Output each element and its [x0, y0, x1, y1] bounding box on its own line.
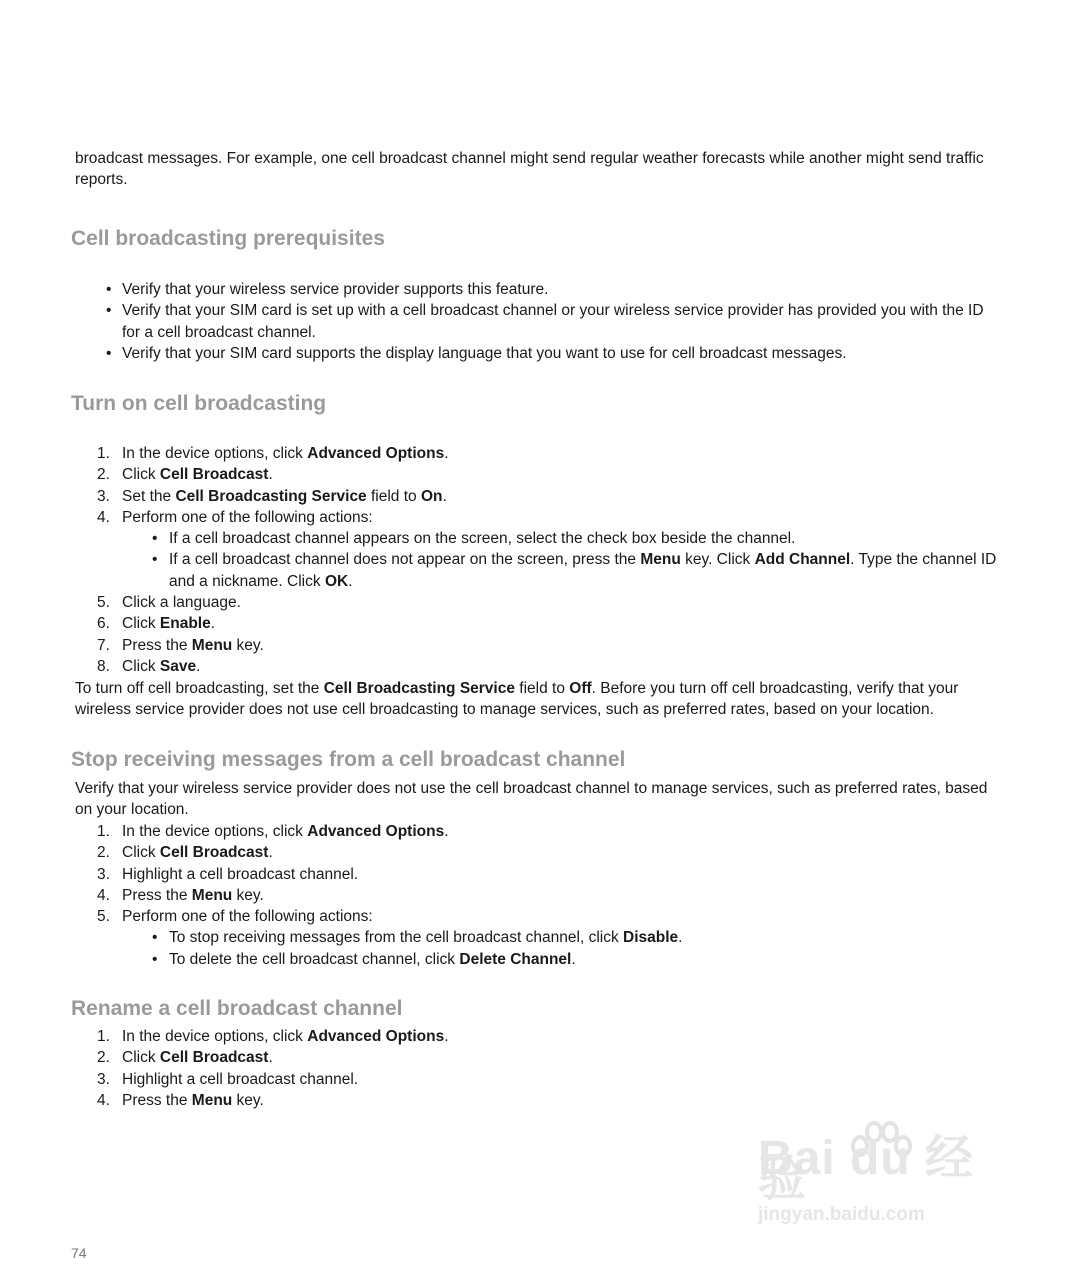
note-text: . Before you turn off cell broadcasting, verify that your wireless service provider does not use cell broadcasting to manage services, such as preferred rates, based on your location.	[75, 680, 959, 719]
step-number: 4.	[97, 1091, 110, 1109]
watermark-url: jingyan.baidu.com	[758, 1204, 925, 1225]
step-item	[97, 486, 1002, 507]
step-number: 8.	[97, 657, 110, 675]
step-text: .	[196, 657, 201, 675]
ui-term: Advanced Options	[307, 445, 445, 462]
step-number: 3.	[97, 487, 110, 505]
step-text: Highlight a cell broadcast channel.	[122, 1070, 359, 1088]
list-item: • Verify that your SIM card supports the display language that you want to use for cell broadcast messages.	[103, 343, 1003, 364]
page-number: 74	[71, 1245, 87, 1261]
step-text: Click	[122, 615, 160, 633]
step-number: 2.	[97, 1049, 110, 1067]
step-item	[97, 906, 1002, 970]
step-text: In the device options, click	[122, 823, 308, 840]
step-number: 1.	[97, 445, 110, 462]
ui-term: Cell Broadcast	[159, 466, 269, 484]
step-item	[97, 885, 1002, 906]
step-text: .	[678, 929, 683, 947]
step-text: .	[268, 466, 273, 484]
heading-prerequisites: Cell broadcasting prerequisites	[71, 227, 385, 250]
step-number: 5.	[97, 594, 110, 612]
step-item	[97, 656, 1002, 677]
ui-term: Menu	[191, 636, 233, 654]
step-text: If a cell broadcast channel does not appear on the screen, press the	[169, 551, 641, 569]
step-text: key.	[232, 886, 264, 904]
baidu-watermark	[752, 1120, 1008, 1238]
step-text: Click	[122, 657, 160, 675]
step-item	[97, 1090, 1002, 1111]
step-text: .	[268, 1049, 273, 1067]
step-text: Press the	[122, 1091, 192, 1109]
step-number: 2.	[97, 466, 110, 484]
step-text: .	[348, 572, 353, 590]
step-item	[97, 635, 1002, 656]
heading-turn-on: Turn on cell broadcasting	[71, 392, 327, 415]
step-text: In the device options, click	[122, 445, 308, 462]
heading-rename: Rename a cell broadcast channel	[71, 997, 403, 1020]
ui-term: Enable	[159, 615, 211, 633]
step-text: Press the	[122, 636, 192, 654]
ui-term: Off	[569, 680, 592, 697]
step-number: 2.	[97, 844, 110, 862]
step-text: .	[444, 1028, 449, 1045]
step-text: Perform one of the following actions:	[122, 508, 373, 526]
ui-term: Cell Broadcasting Service	[175, 487, 367, 505]
sub-list	[122, 927, 1002, 970]
step-text: Perform one of the following actions:	[122, 908, 373, 926]
step-number: 3.	[97, 865, 110, 883]
step-number: 5.	[97, 908, 110, 926]
ui-term: Cell Broadcast	[159, 1049, 269, 1067]
step-text: .	[571, 950, 576, 968]
stop-intro: Verify that your wireless service provider does not use the cell broadcast channel to manage services, such as preferred rates, based on your location.	[75, 780, 988, 819]
step-text: key. Click	[680, 551, 755, 569]
intro-paragraph: broadcast messages. For example, one cell broadcast channel might send regular weather forecasts while another might send traffic reports.	[75, 150, 984, 189]
ui-term: Cell Broadcast	[159, 844, 269, 862]
ui-term: Menu	[191, 1091, 233, 1109]
step-text: Press the	[122, 886, 192, 904]
step-text: .	[210, 615, 216, 633]
step-item	[97, 592, 1002, 613]
turn-off-note	[75, 678, 1005, 721]
ui-term: Cell Broadcasting Service	[323, 680, 515, 697]
step-number: 1.	[97, 1028, 110, 1045]
prerequisites-list	[103, 279, 1003, 364]
step-text: .	[442, 487, 447, 505]
step-item	[97, 1069, 1002, 1090]
ui-term: Disable	[623, 929, 679, 947]
ui-term: Advanced Options	[307, 1028, 445, 1045]
sub-item	[122, 949, 1002, 970]
step-number: 3.	[97, 1070, 110, 1088]
step-item	[97, 864, 1002, 885]
step-text: .	[444, 445, 449, 462]
step-number: 1.	[97, 823, 110, 840]
step-item	[97, 821, 1002, 842]
step-item	[97, 613, 1002, 634]
stop-steps	[97, 821, 1002, 970]
step-text: Click	[122, 1049, 160, 1067]
sub-list	[122, 528, 1002, 592]
step-item	[97, 464, 1002, 485]
step-text: Click	[122, 466, 160, 484]
step-item	[97, 842, 1002, 863]
step-text: Click a language.	[122, 594, 241, 612]
step-text: To delete the cell broadcast channel, click	[169, 950, 460, 968]
ui-term: Menu	[640, 551, 681, 569]
watermark-brand: Bai du 经验	[758, 1132, 975, 1207]
step-text: field to	[366, 487, 421, 505]
sub-item	[122, 549, 1002, 592]
ui-term: Delete Channel	[459, 950, 572, 968]
step-text: key.	[232, 1091, 264, 1109]
list-item: • Verify that your SIM card is set up with a cell broadcast channel or your wireless service provider has provided you with the ID for a cell broadcast channel.	[103, 300, 1003, 343]
note-text: field to	[514, 680, 570, 697]
step-number: 6.	[97, 615, 110, 633]
turn-on-steps	[97, 443, 1002, 677]
step-item	[97, 443, 1002, 464]
step-item	[97, 1026, 1002, 1047]
step-text: key.	[232, 636, 264, 654]
step-text: .	[444, 823, 449, 840]
step-number: 7.	[97, 636, 110, 654]
step-text: In the device options, click	[122, 1028, 308, 1045]
sub-item	[122, 927, 1002, 948]
ui-term: OK	[324, 572, 349, 590]
ui-term: Menu	[191, 886, 233, 904]
ui-term: Advanced Options	[307, 823, 445, 840]
step-text: .	[268, 844, 273, 862]
step-item	[97, 1047, 1002, 1068]
ui-term: Save	[159, 657, 197, 675]
sub-item: • If a cell broadcast channel appears on the screen, select the check box beside the channel.	[122, 528, 1002, 549]
step-text: Click	[122, 844, 160, 862]
step-item	[97, 507, 1002, 592]
step-text: To stop receiving messages from the cell broadcast channel, click	[169, 929, 624, 947]
step-number: 4.	[97, 886, 110, 904]
heading-stop-receiving: Stop receiving messages from a cell broadcast channel	[71, 748, 626, 771]
list-item: • Verify that your wireless service provider supports this feature.	[103, 279, 1003, 300]
rename-steps	[97, 1026, 1002, 1111]
step-text: Set the	[122, 487, 176, 505]
ui-term: On	[420, 487, 443, 505]
step-text: Highlight a cell broadcast channel.	[122, 865, 359, 883]
step-text: . Type the channel ID and a nickname. Click	[169, 551, 997, 590]
note-text: To turn off cell broadcasting, set the	[75, 680, 324, 697]
ui-term: Add Channel	[754, 551, 851, 569]
step-number: 4.	[97, 508, 110, 526]
